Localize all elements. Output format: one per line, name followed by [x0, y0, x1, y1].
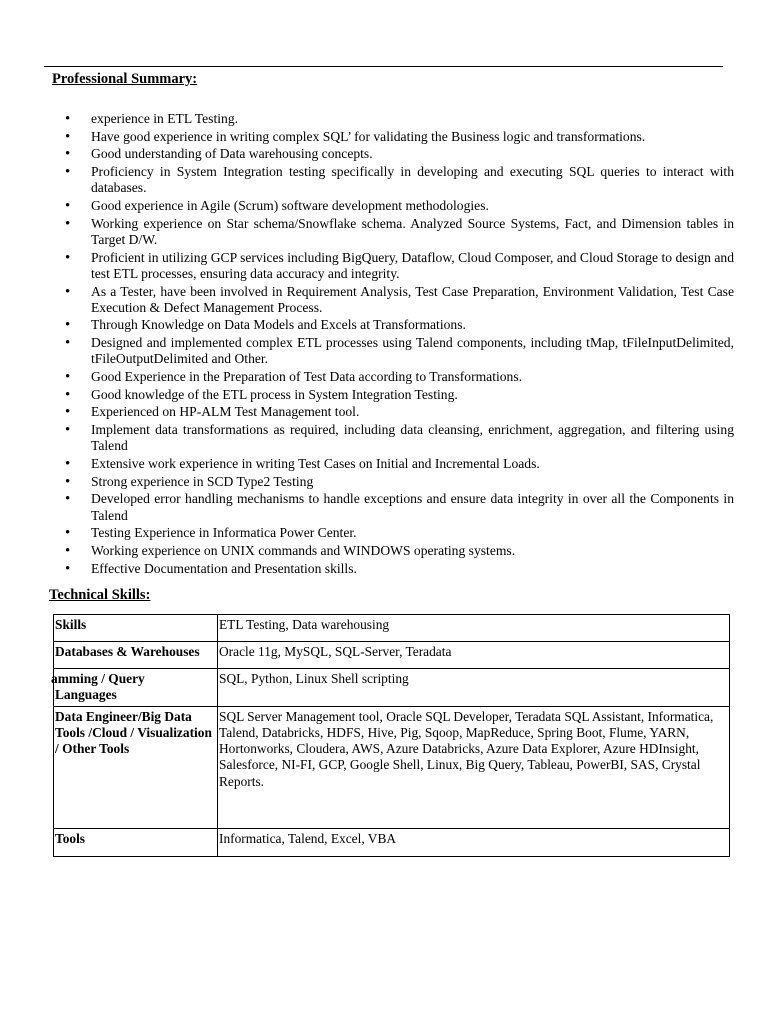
table-row [54, 828, 730, 856]
skill-category-cell: Databases & Warehouses [54, 642, 218, 669]
summary-item: • Extensive work experience in writing Test Cases on Initial and Incremental Loads. [64, 456, 734, 472]
skill-category-cell: Data Engineer/Big Data Tools /Cloud / Visualization / Other Tools [54, 706, 218, 828]
top-horizontal-rule [44, 66, 723, 67]
summary-item: • Working experience on Star schema/Snowflake schema. Analyzed Source Systems, Fact, and Dimension tables in Target D/W. [64, 216, 734, 248]
professional-summary-heading: Professional Summary: [52, 71, 198, 87]
summary-item: • experience in ETL Testing. [64, 111, 734, 127]
summary-item: • Effective Documentation and Presentation skills. [64, 561, 734, 577]
skill-value-cell: SQL, Python, Linux Shell scripting [218, 669, 730, 707]
summary-item: • Good understanding of Data warehousing concepts. [64, 146, 734, 162]
technical-skills-heading: Technical Skills: [49, 587, 151, 603]
table-row [54, 669, 730, 707]
table-row [54, 706, 730, 828]
summary-item: • Designed and implemented complex ETL processes using Talend components, including tMap, tFileInputDelimited, tFileOutputDelimited and Other. [64, 335, 734, 367]
skill-category-cell [51, 669, 218, 707]
summary-item: • Strong experience in SCD Type2 Testing [64, 474, 734, 490]
table-row [54, 642, 730, 669]
summary-item: • Have good experience in writing complex SQL’ for validating the Business logic and transformations. [64, 129, 734, 145]
summary-item: • Experienced on HP-ALM Test Management tool. [64, 404, 734, 420]
summary-item: • As a Tester, have been involved in Requirement Analysis, Test Case Preparation, Environment Validation, Test Case Execution & Defect Management Process. [64, 284, 734, 316]
summary-item: • Testing Experience in Informatica Power Center. [64, 525, 734, 541]
summary-item: • Implement data transformations as required, including data cleansing, enrichment, aggregation, and filtering using Talend [64, 422, 734, 454]
summary-item: • Good Experience in the Preparation of Test Data according to Transformations. [64, 369, 734, 385]
summary-item: • Working experience on UNIX commands and WINDOWS operating systems. [64, 543, 734, 559]
summary-item: • Good knowledge of the ETL process in System Integration Testing. [64, 387, 734, 403]
skill-value-cell: Informatica, Talend, Excel, VBA [218, 828, 730, 856]
skill-value-cell: ETL Testing, Data warehousing [218, 615, 730, 642]
skill-category-cell: Skills [54, 615, 218, 642]
skill-category-cell: Tools [54, 828, 218, 856]
table-row [54, 615, 730, 642]
skill-value-cell: SQL Server Management tool, Oracle SQL Developer, Teradata SQL Assistant, Informatica, Talend, Databricks, HDFS, Hive, Pig, Sqoop, MapReduce, Spring Boot, Flume, YARN, Hortonworks, Cloudera, AWS, Azure Databricks, Azure Data Explorer, Azure HDInsight, Salesforce, NI-FI, GCP, Google Shell, Linux, Big Query, Tableau, PowerBI, SAS, Crystal Reports. [218, 706, 730, 828]
technical-skills-table [53, 614, 730, 857]
summary-item: • Developed error handling mechanisms to handle exceptions and ensure data integrity in over all the Components in Talend [64, 491, 734, 523]
summary-item: • Proficient in utilizing GCP services including BigQuery, Dataflow, Cloud Composer, and Cloud Storage to design and test ETL processes, ensuring data accuracy and integrity. [64, 250, 734, 282]
summary-item: • Through Knowledge on Data Models and Excels at Transformations. [64, 317, 734, 333]
summary-item: • Good experience in Agile (Scrum) software development methodologies. [64, 198, 734, 214]
summary-bullet-list [64, 111, 734, 578]
skill-value-cell: Oracle 11g, MySQL, SQL-Server, Teradata [218, 642, 730, 669]
skill-category-line: amming / Query [51, 671, 145, 686]
summary-item: • Proficiency in System Integration testing specifically in developing and executing SQL queries to interact with databases. [64, 164, 734, 196]
skill-category-line: Languages [55, 687, 117, 703]
